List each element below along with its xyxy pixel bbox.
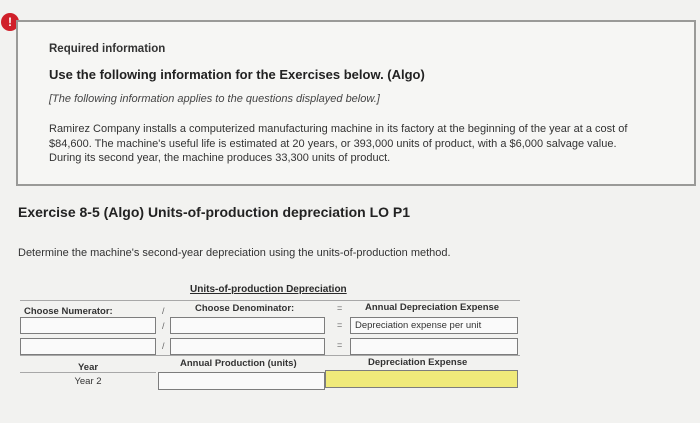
required-information-label: Required information: [49, 43, 166, 55]
exercise-title: Exercise 8-5 (Algo) Units-of-production depreciation LO P1: [18, 204, 411, 220]
result-header: Annual Depreciation Expense: [365, 301, 500, 313]
divide-symbol: /: [162, 306, 165, 316]
denominator-input-2[interactable]: [170, 338, 325, 355]
alert-icon: !: [1, 13, 19, 31]
annual-production-input[interactable]: [158, 372, 325, 390]
numerator-input-2[interactable]: [20, 338, 156, 355]
depreciation-expense-input[interactable]: [325, 370, 518, 388]
denominator-label: Choose Denominator:: [195, 302, 295, 314]
divide-symbol: /: [162, 321, 165, 331]
result-input-2[interactable]: [350, 338, 518, 355]
numerator-input-1[interactable]: [20, 317, 156, 334]
exercise-instruction: Determine the machine's second-year depreciation using the units-of-production method.: [18, 247, 451, 259]
divide-symbol: /: [162, 341, 165, 351]
year-value: Year 2: [20, 372, 156, 390]
equals-symbol: =: [337, 303, 343, 313]
depreciation-expense-header: Depreciation Expense: [368, 356, 468, 368]
equals-symbol: =: [337, 320, 343, 330]
required-information-box: [16, 20, 696, 186]
numerator-label: Choose Numerator:: [24, 305, 113, 317]
applies-note: [The following information applies to the questions displayed below.]: [49, 93, 380, 105]
result-select-1[interactable]: Depreciation expense per unit: [350, 317, 518, 334]
equals-symbol: =: [337, 340, 343, 350]
annual-production-header: Annual Production (units): [180, 357, 297, 369]
info-heading: Use the following information for the Exercises below. (Algo): [49, 67, 425, 82]
denominator-input-1[interactable]: [170, 317, 325, 334]
year-column-header: Year: [78, 361, 99, 373]
problem-paragraph: Ramirez Company installs a computerized manufacturing machine in its factory at the beginning of the year at a cost of $84,600. The machine's useful life is estimated at 20 years, or 393,000 units of product, with a $6,000 salvage value. During its second year, the machine produces 33,300 units of product.: [49, 123, 628, 164]
table-title: Units-of-production Depreciation: [190, 284, 347, 295]
